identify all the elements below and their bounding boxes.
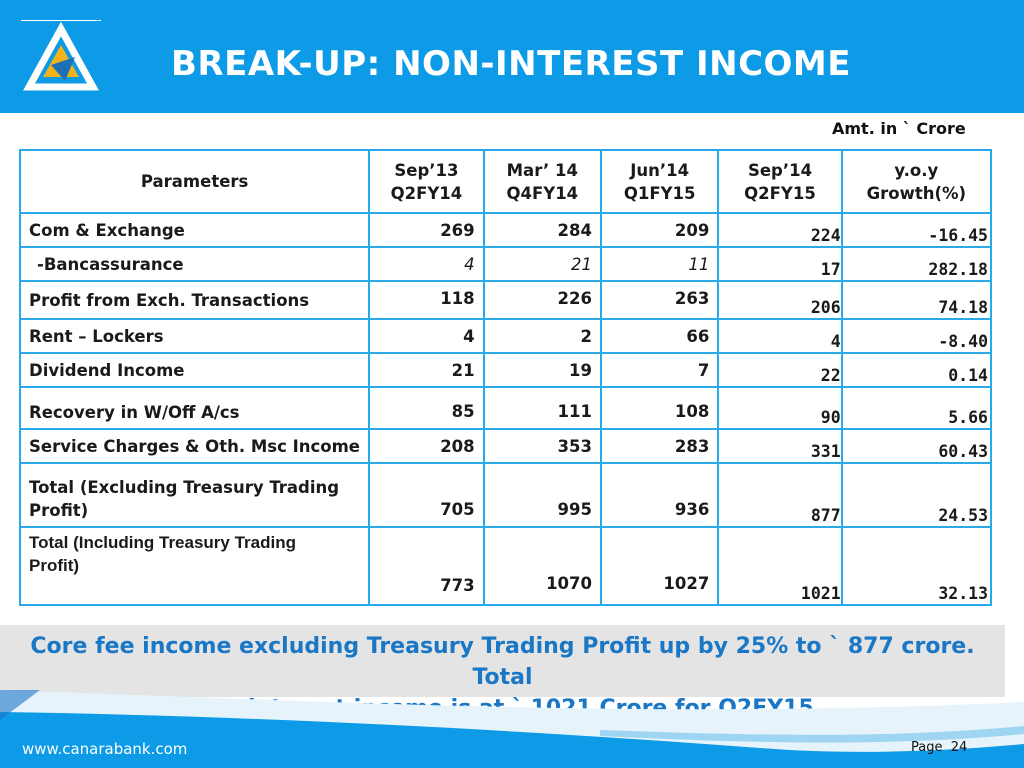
cell: 224 xyxy=(718,213,841,247)
col-header: Sep’14 Q2FY15 xyxy=(718,150,841,213)
row-label: Rent – Lockers xyxy=(20,319,369,353)
page-title: BREAK-UP: NON-INTEREST INCOME xyxy=(171,44,851,84)
col-header: Sep’13 Q2FY14 xyxy=(369,150,483,213)
cell: 2 xyxy=(484,319,601,353)
cell: 331 xyxy=(718,429,841,463)
page-indicator: Page 24 xyxy=(911,740,968,755)
cell: 74.18 xyxy=(842,281,991,319)
row-label: Com & Exchange xyxy=(20,213,369,247)
cell: 263 xyxy=(601,281,718,319)
cell: 209 xyxy=(601,213,718,247)
cell: 0.14 xyxy=(842,353,991,387)
cell: 19 xyxy=(484,353,601,387)
cell: 936 xyxy=(601,463,718,527)
cell: 877 xyxy=(718,463,841,527)
table-header-row xyxy=(20,150,991,213)
col-header: y.o.y Growth(%) xyxy=(842,150,991,213)
cell: 111 xyxy=(484,387,601,429)
cell: 21 xyxy=(369,353,483,387)
table-row xyxy=(20,281,991,319)
cell: 21 xyxy=(484,247,601,281)
summary-box xyxy=(0,625,1005,697)
table-row xyxy=(20,387,991,429)
table-row xyxy=(20,213,991,247)
cell: -8.40 xyxy=(842,319,991,353)
cell: 60.43 xyxy=(842,429,991,463)
row-label: Total (Excluding Treasury Trading Profit) xyxy=(20,463,369,527)
col-header: Mar’ 14 Q4FY14 xyxy=(484,150,601,213)
cell: 32.13 xyxy=(842,527,991,605)
cell: 22 xyxy=(718,353,841,387)
cell: 208 xyxy=(369,429,483,463)
cell: 66 xyxy=(601,319,718,353)
row-label: Total (Including Treasury Trading Profit) xyxy=(20,527,369,605)
table-row xyxy=(20,353,991,387)
cell: 773 xyxy=(369,527,483,605)
cell: 90 xyxy=(718,387,841,429)
row-label: Recovery in W/Off A/cs xyxy=(20,387,369,429)
website-link[interactable]: www.canarabank.com xyxy=(22,740,188,758)
table-row xyxy=(20,527,991,605)
summary-line-1: Core fee income excluding Treasury Trading Profit up by 25% to ` 877 crore. Total xyxy=(30,634,975,690)
cell: 284 xyxy=(484,213,601,247)
cell: 4 xyxy=(369,247,483,281)
cell: 206 xyxy=(718,281,841,319)
cell: -16.45 xyxy=(842,213,991,247)
income-table xyxy=(19,149,992,606)
row-label: Profit from Exch. Transactions xyxy=(20,281,369,319)
header-bar xyxy=(0,0,1024,113)
col-header: Jun’14 Q1FY15 xyxy=(601,150,718,213)
cell: 1027 xyxy=(601,527,718,605)
cell: 282.18 xyxy=(842,247,991,281)
table-row xyxy=(20,247,991,281)
cell: 118 xyxy=(369,281,483,319)
table-row xyxy=(20,429,991,463)
cell: 705 xyxy=(369,463,483,527)
cell: 24.53 xyxy=(842,463,991,527)
cell: 17 xyxy=(718,247,841,281)
cell: 4 xyxy=(369,319,483,353)
cell: 1021 xyxy=(718,527,841,605)
cell: 353 xyxy=(484,429,601,463)
row-label: Dividend Income xyxy=(20,353,369,387)
row-label: -Bancassurance xyxy=(20,247,369,281)
table-row xyxy=(20,463,991,527)
cell: 995 xyxy=(484,463,601,527)
table-row xyxy=(20,319,991,353)
cell: 226 xyxy=(484,281,601,319)
cell: 85 xyxy=(369,387,483,429)
cell: 4 xyxy=(718,319,841,353)
cell: 283 xyxy=(601,429,718,463)
cell: 269 xyxy=(369,213,483,247)
unit-note: Amt. in ` Crore xyxy=(832,119,966,138)
cell: 7 xyxy=(601,353,718,387)
cell: 5.66 xyxy=(842,387,991,429)
cell: 108 xyxy=(601,387,718,429)
cell: 11 xyxy=(601,247,718,281)
cell: 1070 xyxy=(484,527,601,605)
parameters-header: Parameters xyxy=(20,150,369,213)
row-label: Service Charges & Oth. Msc Income xyxy=(20,429,369,463)
